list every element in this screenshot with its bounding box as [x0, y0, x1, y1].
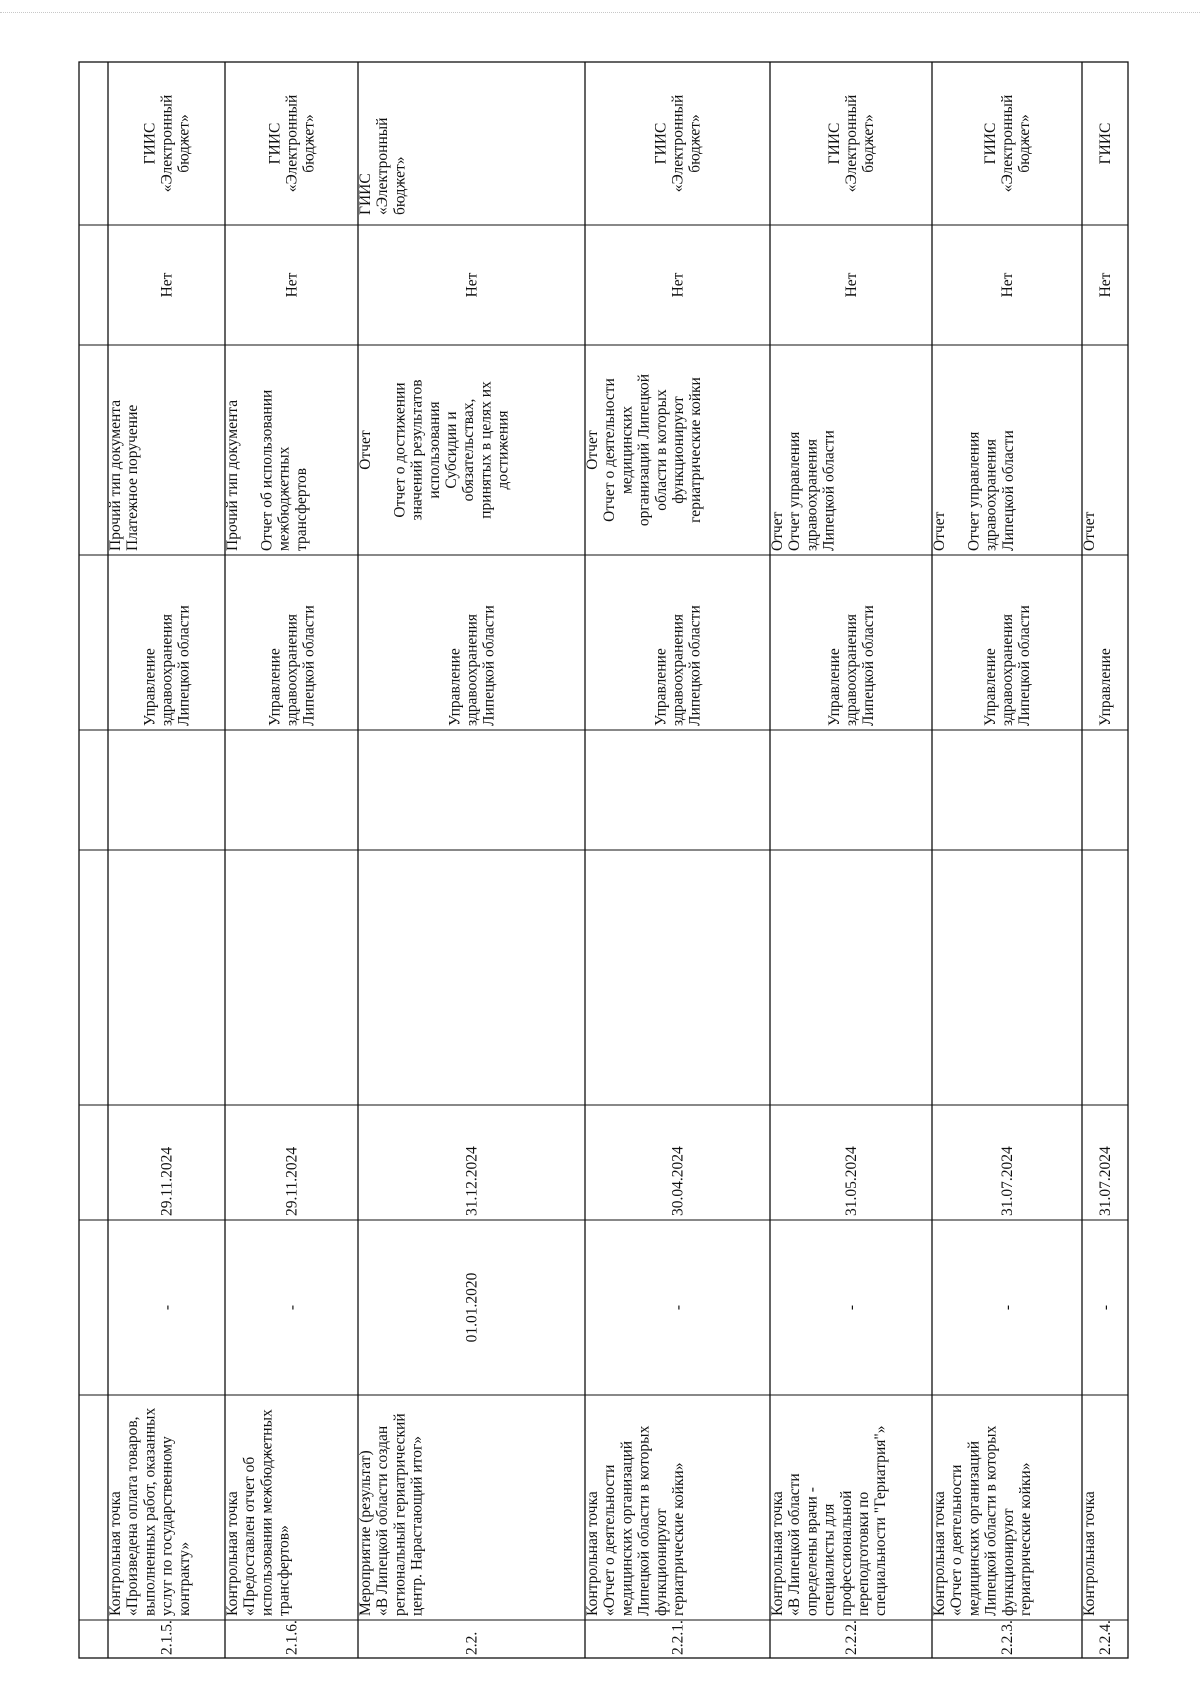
row-document-line: Субсидии и [443, 411, 460, 489]
row-title-line: Контрольная точка [769, 1491, 786, 1616]
row-document-line: Отчет [357, 430, 374, 470]
row-end-date [464, 1146, 481, 1216]
row-responsible-line: Липецкой области [860, 605, 878, 726]
row-end-date-line: 29.11.2024 [283, 1146, 301, 1216]
row-system-line: бюджет» [1016, 114, 1034, 173]
row-title [584, 1425, 687, 1616]
row-system-line: «Электронный [669, 94, 687, 193]
row-title-line: специальности "Гериатрия"» [872, 1425, 890, 1616]
row-start-date-line: - [843, 1304, 860, 1311]
row-system [1097, 123, 1114, 165]
row-title-line: услуг по государственному [158, 1436, 176, 1616]
row-title-line: Мероприятие (результат) [357, 1450, 374, 1616]
row-flag-line: Нет [463, 272, 481, 298]
row-responsible [141, 605, 192, 726]
row-start-date [670, 1305, 687, 1310]
row-document [769, 430, 838, 551]
row-flag [843, 272, 860, 297]
row-start-date-line: 01.01.2020 [463, 1272, 481, 1343]
row-document-line: Липецкой области [999, 430, 1017, 551]
row-flag-line: Нет [843, 272, 860, 298]
row-title-line: контракту» [175, 1541, 193, 1616]
row-document [357, 379, 512, 520]
row-start-date [464, 1272, 481, 1342]
row-system-line: ГИИС [141, 122, 159, 165]
row-system-line: «Электронный [158, 94, 176, 193]
row-responsible-line: здравоохранения [463, 614, 481, 726]
row-document-line: Отчет управления [786, 431, 804, 551]
row-title-line: Липецкой области в которых [982, 1425, 1000, 1616]
row-title-line: медицинских организаций [618, 1440, 636, 1616]
row-title-line: Липецкой области в которых [635, 1425, 653, 1616]
row-title [1081, 1491, 1098, 1616]
row-responsible-line: здравоохранения [158, 614, 176, 726]
row-document-line: Прочий тип документа [107, 399, 124, 551]
table-content [107, 95, 1114, 1655]
row-title-line: «Отчет о деятельности [601, 1464, 619, 1616]
row-system-line: ГИИС [981, 122, 999, 165]
table-border [79, 62, 1128, 1658]
row-number-line: 2.2.4. [1097, 1620, 1114, 1655]
row-responsible-line: Липецкой области [1016, 605, 1034, 726]
row-document-line: Прочий тип документа [224, 399, 241, 551]
row-title-line: выполненных работ, оказанных [141, 1407, 159, 1616]
row-system-line: ГИИС [266, 122, 284, 165]
row-title-line: использовании межбюджетных [258, 1409, 276, 1616]
row-responsible-line: Управление [652, 648, 670, 726]
row-document-line: обязательствах, [460, 398, 478, 502]
row-start-date [1097, 1305, 1114, 1310]
row-title-line: определены врачи - [803, 1487, 821, 1616]
row-document-line: медицинских [618, 405, 636, 495]
row-title-line: функционируют [652, 1508, 670, 1616]
row-end-date [999, 1146, 1016, 1216]
row-end-date-line: 31.07.2024 [1097, 1146, 1114, 1216]
row-document-line: трансфертов [292, 467, 310, 551]
row-start-date [999, 1305, 1016, 1310]
row-responsible-line: Липецкой области [175, 605, 193, 726]
row-system [357, 118, 408, 215]
row-start-date-line: - [669, 1304, 687, 1311]
row-end-date [1097, 1146, 1114, 1216]
table-grid [79, 62, 1128, 1658]
row-title [107, 1408, 193, 1616]
row-document-line: Платежное поручение [124, 404, 142, 551]
row-system-line: бюджет» [300, 114, 318, 173]
row-title-line: гериатрические койки» [670, 1462, 687, 1616]
row-flag-line: Нет [999, 272, 1016, 298]
row-title-line: Контрольная точка [1081, 1491, 1098, 1616]
row-number-line: 2.2.1. [669, 1620, 687, 1655]
row-system-line: бюджет» [175, 114, 193, 173]
row-title-line: трансфертов» [275, 1525, 293, 1616]
row-document-line: Отчет о достижении [391, 382, 409, 518]
row-end-date [843, 1146, 860, 1216]
row-document-line: значений результатов [408, 379, 426, 521]
row-responsible [826, 605, 877, 726]
row-system-line: «Электронный [999, 94, 1016, 193]
row-flag-line: Нет [283, 272, 301, 298]
row-document [931, 430, 1017, 551]
row-document-line: Отчет [1081, 511, 1098, 551]
row-number [670, 1620, 687, 1655]
row-number [284, 1620, 301, 1655]
row-responsible [982, 605, 1033, 726]
row-document-line: Отчет [769, 511, 786, 551]
row-document-line: Отчет [931, 511, 948, 551]
row-system-line: «Электронный [283, 94, 301, 193]
row-responsible-line: Управление [446, 648, 464, 726]
row-document-line: использования [425, 401, 443, 499]
row-responsible-line: здравоохранения [283, 614, 301, 726]
row-title-line: профессиональной [837, 1490, 855, 1616]
row-title-line: гериатрические койки» [1017, 1462, 1034, 1616]
row-responsible [266, 605, 317, 726]
row-number-line: 2.2.3. [999, 1620, 1016, 1655]
row-number [159, 1620, 176, 1655]
row-flag-line: Нет [158, 272, 176, 298]
row-document-line: достижения [494, 410, 512, 490]
row-number [843, 1620, 860, 1655]
row-end-date [159, 1147, 176, 1216]
row-title-line: Контрольная точка [107, 1491, 124, 1616]
row-document [1081, 511, 1098, 551]
row-start-date-line: - [283, 1304, 301, 1311]
row-responsible-line: Липецкой области [480, 605, 498, 726]
row-flag [159, 272, 176, 297]
row-responsible-line: Управление [981, 648, 999, 726]
row-end-date [670, 1146, 687, 1216]
row-flag [670, 272, 687, 297]
row-start-date [159, 1305, 176, 1310]
row-responsible [652, 605, 703, 726]
row-system-line: ГИИС [825, 122, 843, 165]
row-system-line: ГИИС [357, 173, 374, 215]
row-system [141, 95, 192, 192]
row-flag [284, 272, 301, 297]
row-end-date-line: 29.11.2024 [158, 1146, 176, 1216]
row-number-line: 2.1.6. [283, 1620, 301, 1655]
row-flag [999, 272, 1016, 297]
row-document-line: межбюджетных [275, 446, 293, 551]
row-number [999, 1620, 1016, 1655]
row-document-line: гериатрические койки [687, 377, 705, 523]
row-start-date-line: - [158, 1304, 176, 1311]
row-document-line: организаций Липецкой [635, 373, 653, 527]
row-title-line: Контрольная точка [224, 1491, 241, 1616]
row-title [931, 1425, 1034, 1616]
row-responsible [446, 605, 497, 726]
row-start-date-line: - [1097, 1304, 1114, 1311]
row-title-line: функционируют [999, 1508, 1017, 1616]
row-end-date-line: 31.05.2024 [843, 1146, 860, 1216]
row-document-line: Отчет [584, 430, 601, 470]
row-document [107, 400, 141, 551]
row-title-line: Контрольная точка [584, 1491, 601, 1616]
row-document [224, 390, 310, 551]
row-number-line: 2.1.5. [158, 1620, 176, 1655]
row-title-line: специалисты для [820, 1503, 838, 1616]
row-document-line: Отчет о деятельности [601, 378, 619, 522]
row-start-date-line: - [999, 1304, 1016, 1311]
row-document [584, 374, 704, 526]
row-start-date [284, 1305, 301, 1310]
row-end-date-line: 30.04.2024 [669, 1146, 687, 1216]
row-title-line: медицинских организаций [965, 1440, 983, 1616]
row-system [982, 95, 1033, 192]
row-title-line: «В Липецкой области создан [374, 1425, 392, 1616]
row-document-line: здравоохранения [803, 439, 821, 551]
row-responsible-line: Липецкой области [300, 605, 318, 726]
row-title-line: Контрольная точка [931, 1491, 948, 1616]
row-title-line: центр. Нарастающий итог» [408, 1435, 426, 1616]
row-system-line: бюджет» [391, 156, 409, 215]
row-title-line: «Отчет о деятельности [948, 1464, 966, 1616]
row-system-line: «Электронный [374, 117, 392, 215]
row-responsible-line: Липецкой области [686, 605, 704, 726]
row-document-line: Отчет об использовании [258, 389, 276, 551]
row-title-line: «Произведена оплата товаров, [124, 1416, 142, 1616]
row-responsible-line: Управление [825, 648, 843, 726]
row-title-line: региональный гериатрический [391, 1413, 409, 1616]
row-system [652, 95, 703, 192]
row-system [266, 95, 317, 192]
row-system-line: «Электронный [843, 94, 860, 193]
row-system-line: ГИИС [1097, 122, 1114, 165]
row-system [826, 95, 877, 192]
row-number [464, 1632, 481, 1655]
row-system-line: ГИИС [652, 122, 670, 165]
row-title [224, 1409, 293, 1616]
row-title-line: «В Липецкой области [786, 1473, 804, 1616]
row-document-line: Липецкой области [820, 430, 838, 551]
row-title [769, 1426, 889, 1616]
row-responsible-line: Управление [141, 648, 159, 726]
row-end-date-line: 31.07.2024 [999, 1146, 1016, 1216]
row-flag [464, 272, 481, 297]
row-system-line: бюджет» [686, 114, 704, 173]
row-responsible-line: здравоохранения [843, 614, 860, 726]
row-system-line: бюджет» [860, 114, 878, 173]
row-number-line: 2.2. [463, 1631, 481, 1655]
row-title-line: переподготовки по [855, 1491, 872, 1616]
row-flag-line: Нет [669, 272, 687, 298]
row-responsible-line: Управление [266, 648, 284, 726]
row-title [357, 1413, 426, 1616]
row-number-line: 2.2.2. [843, 1620, 860, 1655]
row-document-line: здравоохранения [982, 439, 1000, 551]
row-flag [1097, 272, 1114, 297]
row-start-date [843, 1305, 860, 1310]
row-document-line: принятых в целях их [477, 381, 495, 519]
row-responsible-line: здравоохранения [669, 614, 687, 726]
row-end-date [284, 1147, 301, 1216]
row-flag-line: Нет [1097, 272, 1114, 298]
row-number [1097, 1620, 1114, 1655]
row-document-line: области в которых [652, 389, 670, 511]
row-document-line: функционируют [670, 396, 687, 504]
row-document-line: Отчет управления [965, 431, 983, 551]
row-responsible-line: Управление [1097, 648, 1114, 726]
row-responsible [1097, 648, 1114, 726]
row-title-line: «Предоставлен отчет об [241, 1456, 259, 1616]
row-end-date-line: 31.12.2024 [463, 1146, 481, 1216]
row-responsible-line: здравоохранения [999, 614, 1016, 726]
